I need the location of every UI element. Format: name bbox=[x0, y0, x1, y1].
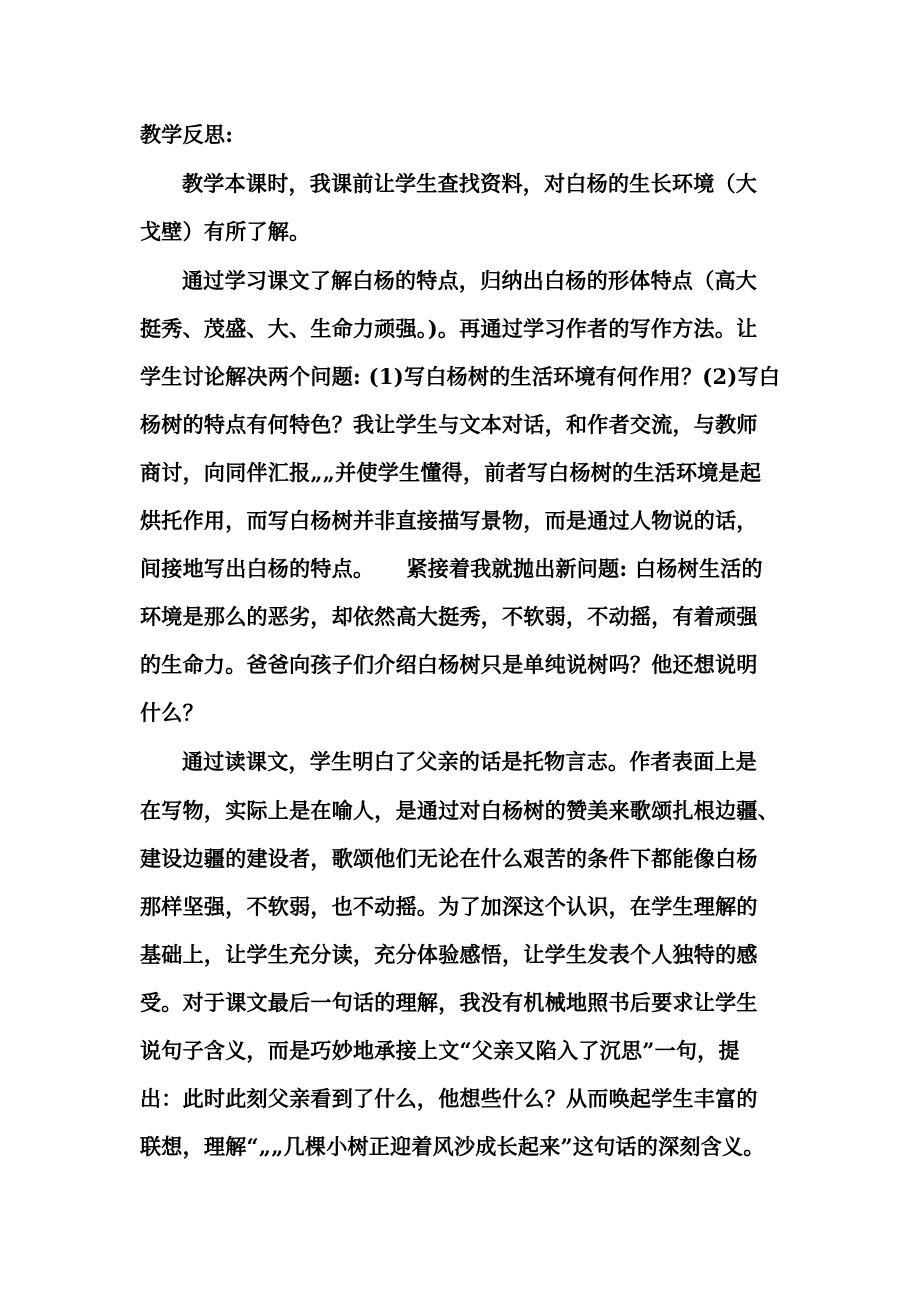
paragraph-line: 间接地写出白杨的特点。 紧接着我就抛出新问题: 白杨树生活的 bbox=[140, 556, 763, 581]
paragraph-line: 联想，理解“„„几棵小树正迎着风沙成长起来”这句话的深刻含义。 bbox=[140, 1134, 765, 1159]
paragraph-line: 杨树的特点有何特色？我让学生与文本对话，和作者交流，与教师 bbox=[140, 412, 758, 437]
paragraph-line: 教学本课时，我课前让学生查找资料，对白杨的生长环境（大 bbox=[182, 171, 758, 196]
paragraph-line: 基础上，让学生充分读，充分体验感悟，让学生发表个人独特的感 bbox=[140, 942, 758, 967]
paragraph-line: 在写物，实际上是在喻人，是通过对白杨树的赞美来歌颂扎根边疆、 bbox=[140, 798, 779, 823]
paragraph-line: 受。对于课文最后一句话的理解，我没有机械地照书后要求让学生 bbox=[140, 990, 758, 1015]
paragraph-line: 什么？ bbox=[140, 700, 204, 725]
paragraph-line: 建设边疆的建设者，歌颂他们无论在什么艰苦的条件下都能像白杨 bbox=[140, 846, 758, 871]
paragraph-line: 环境是那么的恶劣，却依然高大挺秀，不软弱，不动摇，有着顽强 bbox=[140, 604, 758, 629]
paragraph-line: 那样坚强，不软弱，也不动摇。为了加深这个认识，在学生理解的 bbox=[140, 894, 758, 919]
paragraph-line: 说句子含义，而是巧妙地承接上文“父亲又陷入了沉思”一句，提 bbox=[140, 1038, 740, 1063]
paragraph-line: 的生命力。爸爸向孩子们介绍白杨树只是单纯说树吗？他还想说明 bbox=[140, 652, 758, 677]
paragraph-line: 通过读课文，学生明白了父亲的话是托物言志。作者表面上是 bbox=[182, 749, 758, 774]
paragraph-line: 通过学习课文了解白杨的特点，归纳出白杨的形体特点（高大 bbox=[182, 268, 758, 293]
paragraph-line: 挺秀、茂盛、大、生命力顽强。)。再通过学习作者的写作方法。让 bbox=[140, 316, 758, 341]
paragraph-line: 戈壁）有所了解。 bbox=[140, 219, 311, 244]
paragraph-line: 烘托作用，而写白杨树并非直接描写景物，而是通过人物说的话， bbox=[140, 508, 758, 533]
paragraph-line: 出：此时此刻父亲看到了什么，他想些什么？从而唤起学生丰富的 bbox=[140, 1086, 758, 1111]
paragraph-line: 学生讨论解决两个问题: (1)写白杨树的生活环境有何作用？(2)写白 bbox=[140, 364, 781, 389]
section-heading: 教学反思: bbox=[140, 122, 234, 147]
paragraph-line: 商讨，向同伴汇报„„并使学生懂得，前者写白杨树的生活环境是起 bbox=[140, 460, 762, 485]
